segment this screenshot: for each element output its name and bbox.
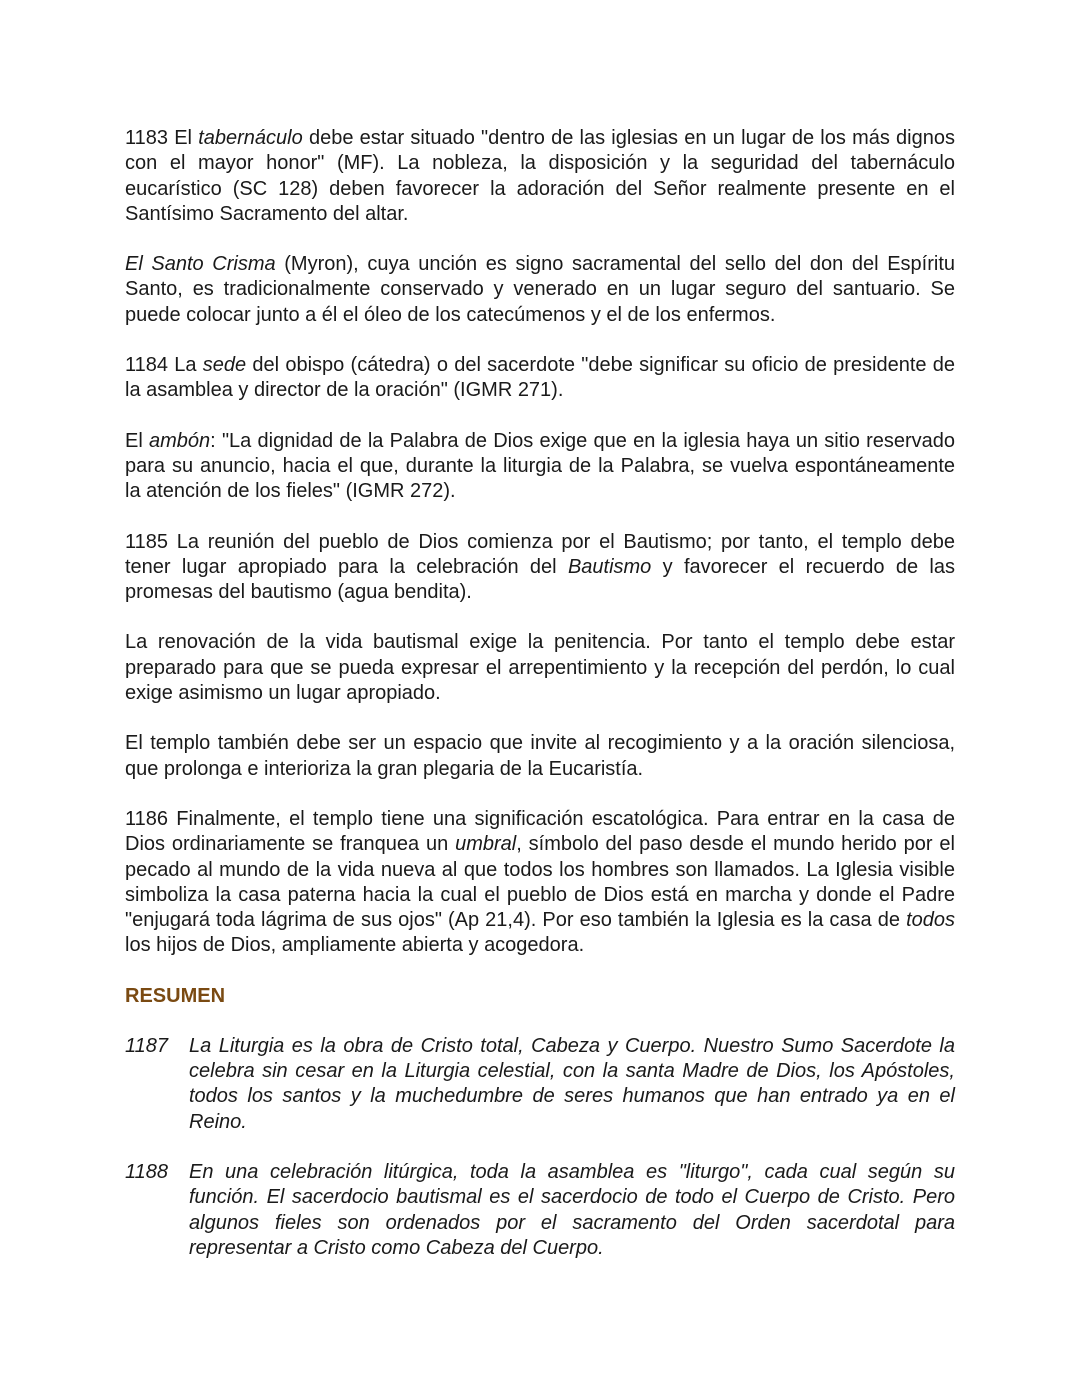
text-segment: 1186 Finalmente, el templo tiene una significación escatológica. Para entrar en la casa de Dios ordinariamente se franquea un	[125, 807, 955, 856]
document-page	[125, 126, 955, 1286]
summary-item-number: 1187	[125, 1034, 169, 1057]
italic-term: Bautismo	[567, 555, 652, 578]
text-segment: del obispo (cátedra) o del sacerdote "debe significar su oficio de presidente de la asamblea y director de la oración" (IGMR 271).	[125, 354, 956, 402]
summary-heading: RESUMEN	[125, 984, 226, 1007]
summary-item-number: 1188	[125, 1160, 169, 1183]
text-segment: , símbolo del paso desde el mundo herido por el pecado al mundo de la vida nueva al que todos los hombres son llamados. La Iglesia visible simboliza la casa paterna hacia la cual el pueblo de Dios está en marcha y donde el Padre "enjugará toda lágrima de sus ojos" (Ap 21,4). Por eso también la Iglesia es la casa de	[125, 833, 955, 932]
italic-term: umbral	[455, 833, 517, 856]
text-segment: : "La dignidad de la Palabra de Dios exige que en la iglesia haya un sitio reservado para su anuncio, hacia el que, durante la liturgia de la Palabra, se vuelva espontáneamente la atención de los fieles" (IGMR 272).	[125, 429, 956, 503]
paragraph	[125, 353, 955, 404]
text-segment: 1184 La	[125, 354, 203, 377]
italic-term: todos	[906, 909, 955, 932]
italic-term: sede	[202, 354, 247, 377]
paragraph	[125, 429, 955, 505]
text-segment: El	[125, 429, 150, 452]
paragraph	[125, 807, 955, 959]
body-paragraphs	[125, 126, 955, 959]
summary-item-text: En una celebración litúrgica, toda la asamblea es "liturgo", cada cual según su función. El sacerdocio bautismal es el sacerdocio de todo el Cuerpo de Cristo. Pero algunos fieles son ordenados por el sacramento del Orden sacerdotal para representar a Cristo como Cabeza del Cuerpo.	[189, 1160, 955, 1259]
summary-item	[125, 1034, 955, 1135]
summary-list	[125, 1034, 955, 1261]
italic-term: ambón	[149, 429, 211, 452]
text-segment: 1183 El	[125, 127, 199, 149]
text-segment: 1185 La reunión del pueblo de Dios comienza por el Bautismo; por tanto, el templo debe tener lugar apropiado para la celebración del	[125, 530, 955, 578]
italic-term: El Santo Crisma	[125, 253, 276, 276]
paragraph	[125, 252, 955, 328]
summary-item-text: La Liturgia es la obra de Cristo total, Cabeza y Cuerpo. Nuestro Sumo Sacerdote la celebra sin cesar en la Liturgia celestial, con la santa Madre de Dios, los Apóstoles, todos los santos y la muchedumbre de seres humanos que han entrado ya en el Reino.	[189, 1034, 955, 1133]
text-segment: (Myron), cuya unción es signo sacramental del sello del don del Espíritu Santo, es tradicionalmente conservado y venerado en un lugar seguro del santuario. Se puede colocar junto a él el óleo de los catecúmenos y el de los enfermos.	[125, 253, 955, 326]
summary-item	[125, 1160, 955, 1261]
text-segment: los hijos de Dios, ampliamente abierta y acogedora.	[125, 934, 585, 957]
text-segment: debe estar situado "dentro de las iglesias en un lugar de los más dignos con el mayor honor" (MF). La nobleza, la disposición y la seguridad del tabernáculo eucarístico (SC 128) deben favorecer la adoración del Señor realmente presente en el Santísimo Sacramento del altar.	[125, 127, 955, 225]
paragraph	[125, 126, 955, 227]
text-segment: La renovación de la vida bautismal exige la penitencia. Por tanto el templo debe estar preparado para que se pueda expresar el arrepentimiento y la recepción del perdón, lo cual exige asimismo un lugar apropiado.	[125, 631, 955, 705]
paragraph	[125, 630, 955, 706]
paragraph	[125, 530, 955, 606]
paragraph	[125, 731, 955, 782]
text-segment: El templo también debe ser un espacio que invite al recogimiento y a la oración silenciosa, que prolonga e interioriza la gran plegaria de la Eucaristía.	[125, 732, 955, 780]
italic-term: tabernáculo	[198, 127, 303, 149]
text-segment: y favorecer el recuerdo de las promesas del bautismo (agua bendita).	[125, 555, 955, 604]
